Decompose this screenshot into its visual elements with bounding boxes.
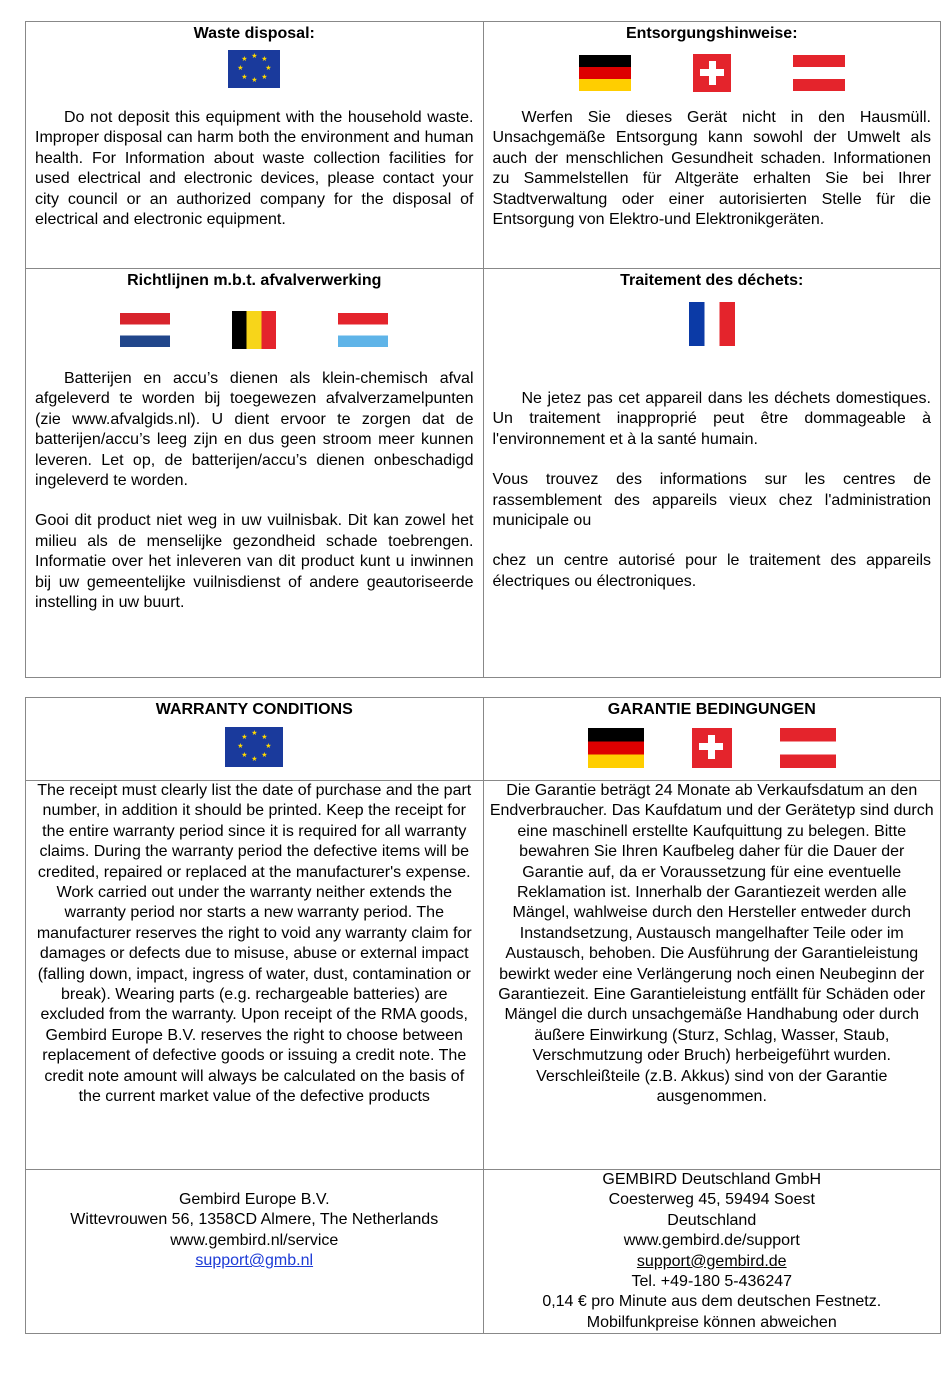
netherlands-flag-icon — [120, 313, 170, 347]
waste-nl-text2: Gooi dit product niet weg in uw vuilnisbak. Dit kan zowel het milieu als de menselijke gezondheid schade toebrengen. Informatie over het inleveren van dit product kunt u inwinnen bij uw gemeentelijke vuilnisdienst of andere geautoriseerde instelling in uw buurt. — [35, 512, 474, 612]
contact-country: Deutschland — [667, 1211, 757, 1229]
warranty-table — [25, 697, 941, 1334]
waste-fr-text3: chez un centre autorisé pour le traitement des appareils électriques ou électroniques. — [492, 552, 931, 590]
switzerland-flag-icon — [692, 728, 732, 768]
contact-note-mobile: Mobilfunkpreise können abweichen — [586, 1313, 837, 1331]
warranty-en-header-cell — [26, 698, 484, 781]
warranty-de-title: GARANTIE BEDINGUNGEN — [607, 701, 816, 718]
warranty-de-header-cell — [483, 698, 941, 781]
waste-nl-title: Richtlijnen m.b.t. afvalverwerking — [127, 272, 382, 289]
contact-address: Wittevrouwen 56, 1358CD Almere, The Netherlands — [70, 1211, 439, 1229]
waste-de-cell — [483, 22, 941, 269]
warranty-de-flags — [493, 720, 932, 776]
contact-company: GEMBIRD Deutschland GmbH — [602, 1171, 822, 1188]
waste-de-title: Entsorgungshinweise: — [625, 25, 798, 42]
waste-disposal-table — [25, 21, 941, 678]
contact-web: www.gembird.de/support — [623, 1232, 800, 1250]
waste-en-cell — [26, 22, 484, 269]
switzerland-flag-icon — [693, 54, 731, 92]
eu-flag-icon: ★ ★ ★ ★ ★ ★ ★ ★ — [228, 50, 280, 88]
contact-email-link[interactable]: support@gembird.de — [636, 1252, 787, 1270]
contact-email-link[interactable]: support@gmb.nl — [195, 1252, 314, 1270]
waste-nl-cell — [26, 269, 484, 678]
warranty-de-contact-cell — [483, 1170, 941, 1334]
waste-nl-flags — [35, 299, 474, 361]
waste-en-text: Do not deposit this equipment with the household waste. Improper disposal can harm both the environment and human health. For Information about waste collection facilities for used electrical and electronic devices, please contact your city council or an authorized company for the disposal of electrical and electronic equipment. — [35, 109, 474, 229]
austria-flag-icon — [793, 55, 845, 91]
germany-flag-icon — [588, 728, 644, 768]
contact-note-price: 0,14 € pro Minute aus dem deutschen Festnetz. — [542, 1293, 882, 1311]
warranty-en-contact-cell — [26, 1170, 484, 1334]
belgium-flag-icon — [232, 311, 276, 349]
waste-fr-text2: Vous trouvez des informations sur les centres de rassemblement des appareils vieux chez l'administration municipale ou — [492, 471, 931, 530]
waste-fr-text1: Ne jetez pas cet appareil dans les déchets domestiques. Un traitement inapproprié peut être dommageable à l'environnement et à la santé humain. — [492, 390, 931, 448]
contact-phone: Tel. +49-180 5-436247 — [631, 1273, 793, 1291]
waste-fr-title: Traitement des déchets: — [620, 272, 804, 289]
contact-web: www.gembird.nl/service — [170, 1231, 339, 1249]
waste-en-flags — [35, 44, 474, 94]
contact-company: Gembird Europe B.V. — [178, 1191, 330, 1208]
warranty-en-text-cell — [26, 781, 484, 1170]
waste-fr-flags — [493, 295, 932, 353]
contact-address: Coesterweg 45, 59494 Soest — [608, 1191, 815, 1209]
waste-fr-cell — [483, 269, 941, 678]
warranty-de-text: Die Garantie beträgt 24 Monate ab Verkaufsdatum an den Endverbraucher. Das Kaufdatum und der Gerätetyp sind durch eine maschinell erstellte Kaufquittung zu belegen. Bitte bewahren Sie Ihren Kaufbeleg daher für die Dauer der Garantie auf, da er Voraussetzung für eine eventuelle Reklamation ist. Innerhalb der Garantiezeit werden alle Mängel, wahlweise durch den Hersteller entweder durch Instandsetzung, Austausch mangelhafter Teile oder im Austausch, behoben. Die Ausführung der Garantieleistung bewirkt weder eine Verlängerung noch einen Neubeginn der Garantiezeit. Eine Garantieleistung entfällt für Schäden oder Mängel die durch unsachgemäße Handhabung oder durch äußere Einwirkung (Sturz, Schlag, Wasser, Staub, Verschmutzung oder Bruch) herbeigeführt wurden. Verschleißteile (z.B. Akkus) sind von der Garantie ausgenommen. — [489, 782, 934, 1106]
eu-flag-icon: ★ ★ ★ ★ ★ ★ ★ ★ — [225, 727, 283, 767]
germany-flag-icon — [579, 55, 631, 91]
france-flag-icon — [689, 302, 735, 346]
warranty-en-text: The receipt must clearly list the date of purchase and the part number, in addition it should be printed. Keep the receipt for the entire warranty period since it is required for all warranty claims. During the warranty period the defective items will be credited, repaired or replaced at the manufacturer's expense. Work carried out under the warranty neither extends the warranty period nor starts a new warranty period. The manufacturer reserves the right to void any warranty claim for damages or defects due to misuse, abuse or external impact (falling down, impact, ingress of water, dust, contamination or break). Wearing parts (e.g. rechargeable batteries) are excluded from the warranty. Upon receipt of the RMA goods, Gembird Europe B.V. reserves the right to choose between replacement of defective goods or issuing a credit note. The credit note amount will always be calculated on the basis of the current market value of the defective products — [36, 782, 472, 1106]
warranty-en-flags — [35, 722, 474, 772]
warranty-en-title: WARRANTY CONDITIONS — [155, 701, 353, 718]
waste-nl-text1: Batterijen en accu’s dienen als klein-chemisch afval afgeleverd te worden bij toegewezen afvalverzamelpunten (zie www.afvalgids.nl). U dient ervoor te zorgen dat de batterijen/accu’s leeg zijn en dus geen stroom meer kunnen leveren. Let op, de batterijen/accu’s dienen onbeschadigd ingeleverd te worden. — [35, 370, 474, 490]
luxembourg-flag-icon — [338, 313, 388, 347]
waste-de-text: Werfen Sie dieses Gerät nicht in den Hausmüll. Unsachgemäße Entsorgung kann sowohl der Umwelt als auch der menschlichen Gesundheit schaden. Informationen zu Sammelstellen für Altgeräte erhalten Sie bei Ihrer Stadtverwaltung oder einer autorisierten Stelle für die Entsorgung von Elektro-und Elektronikgeräten. — [492, 109, 931, 229]
waste-de-flags — [493, 44, 932, 102]
warranty-de-text-cell — [483, 781, 941, 1170]
austria-flag-icon — [780, 728, 836, 768]
waste-en-title: Waste disposal: — [193, 25, 315, 42]
